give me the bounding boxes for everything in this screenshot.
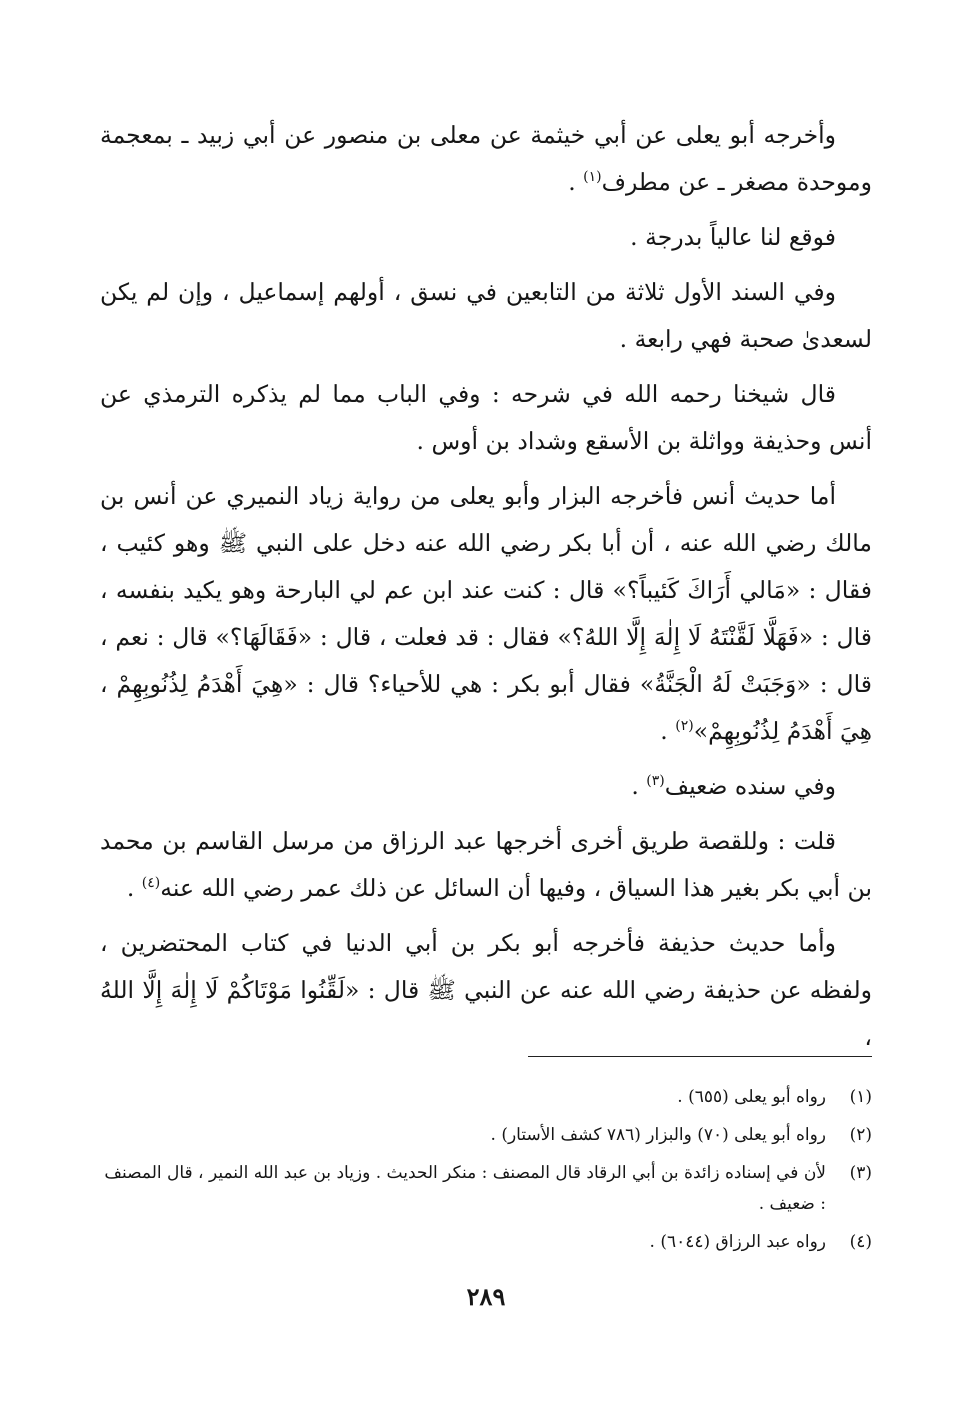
footnote-text: رواه أبو يعلى (٧٠) والبزار (٧٨٦ كشف الأستار) . [490,1125,826,1145]
paragraph [100,473,872,755]
paragraph-text: وأما حديث حذيفة فأخرجه أبو بكر بن أبي الدنيا في كتاب المحتضرين ، ولفظه عن حذيفة رضي الله عنه عن النبي ﷺ قال : «لَقِّنُوا مَوْتَاكُمْ لَا إِلٰهَ إِلَّا اللهُ ، [100,929,872,1051]
paragraph-end: . [660,717,676,745]
paragraph-text: فوقع لنا عالياً بدرجة . [630,223,836,251]
paragraph-end: . [568,168,584,196]
footnote-number: (٤) [849,1232,872,1252]
paragraph [100,112,872,206]
paragraph-text: وأخرجه أبو يعلى عن أبي خيثمة عن معلى بن منصور عن أبي زبيد ـ بمعجمة وموحدة مصغر ـ عن مطرف [100,121,872,196]
footnote-number: (٢) [849,1125,872,1145]
paragraph [100,269,872,363]
paragraph-text: قلت : وللقصة طريق أخرى أخرجها عبد الرزاق من مرسل القاسم بن محمد بن أبي بكر بغير هذا السياق ، وفيها أن السائل عن ذلك عمر رضي الله عنه [100,827,872,902]
paragraph [100,214,872,261]
footnote-ref[interactable]: (١) [583,169,602,186]
footnote-divider [528,1056,872,1057]
footnote-item [100,1082,872,1113]
footnote-item [100,1158,872,1220]
footnote-item [100,1120,872,1151]
paragraph-text: قال شيخنا رحمه الله في شرحه : وفي الباب مما لم يذكره الترمذي عن أنس وحذيفة وواثلة بن الأسقع وشداد بن أوس . [100,380,872,455]
paragraph [100,818,872,912]
footnote-ref[interactable]: (٤) [141,875,161,892]
footnote-ref[interactable]: (٣) [646,773,665,790]
paragraph [100,920,872,1061]
book-page [100,112,872,1311]
footnote-text: رواه أبو يعلى (٦٥٥) . [677,1087,826,1107]
paragraph-text: وفي سنده ضعيف [664,772,836,800]
footnote-item [100,1227,872,1258]
footnote-ref[interactable]: (٢) [675,718,694,735]
footnote-number: (٣) [849,1163,872,1183]
paragraph [100,371,872,465]
main-text [100,112,872,1061]
footnote-text: رواه عبد الرزاق (٦٠٤٤) . [649,1232,826,1252]
page-number: ٢٨٩ [466,1282,506,1311]
footnote-text: لأن في إسناده زائدة بن أبي الرقاد قال المصنف : منكر الحديث . وزياد بن عبد الله النمير ، قال المصنف : ضعيف . [104,1163,826,1214]
paragraph-end: . [631,772,647,800]
paragraph-text: وفي السند الأول ثلاثة من التابعين في نسق ، أولهم إسماعيل ، وإن لم يكن لسعدىٰ صحبة فهي رابعة . [100,278,872,353]
footnotes [100,1082,872,1265]
paragraph [100,763,872,810]
paragraph-end: . [126,874,142,902]
footnote-number: (١) [849,1087,872,1107]
paragraph-text: أما حديث أنس فأخرجه البزار وأبو يعلى من رواية زياد النميري عن أنس بن مالك رضي الله عنه ، أن أبا بكر رضي الله عنه دخل على النبي ﷺ وهو كئيب ، فقال : «مَالي أَرَاكَ كَئيباً؟» قال : كنت عند ابن عم لي البارحة وهو يكيد بنفسه ، قال : «فَهَلَّا لَقَّنْتَهُ لَا إِلٰهَ إِلَّا اللهُ؟» فقال : قد فعلت ، قال : «فَقَالَهَا؟» قال : نعم ، قال : «وَجَبَتْ لَهُ الْجَنَّةُ» فقال أبو بكر : هي للأحياء؟ قال : «هِيَ أَهْدَمُ لِذُنُوبِهِمْ ، هِيَ أَهْدَمُ لِذُنُوبِهِمْ» [100,482,872,745]
